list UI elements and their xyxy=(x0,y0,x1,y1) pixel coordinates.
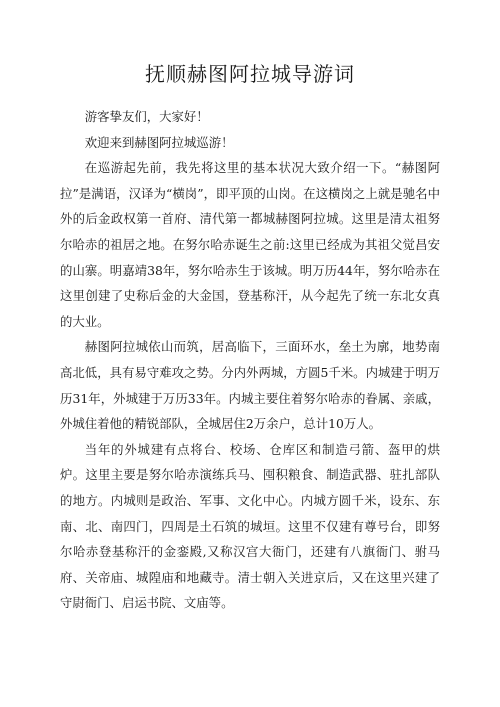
paragraph-welcome: 欢迎来到赫图阿拉城巡游！ xyxy=(84,134,234,150)
paragraph-city-layout: 赫图阿拉城依山而筑，居高临下，三面环水，垒土为廓，地势南高北低，具有易守难攻之势。分内外两城，方圆5千米。内城建于明万历31年，外城建于万历33年。内城主要住着努尔哈赤的眷属、亲戚，外城住着他的精锐部队，全城居住2万余户，总计10万人。 xyxy=(60,339,440,432)
paragraph-introduction: 在巡游起先前，我先将这里的基本状况大致介绍一下。“赫图阿拉”是满语，汉译为“横岗”，即平顶的山岗。在这横岗之上就是驰名中外的后金政权第一首府、清代第一都城赫图阿拉城。这里是清太祖努尔哈赤的祖居之地。在努尔哈赤诞生之前:这里已经成为其祖父觉昌安的山寨。明嘉靖38年，努尔哈赤生于该城。明万历44年，努尔哈赤在这里创建了史称后金的大金国，登基称汗，从今起先了统一东北女真的大业。 xyxy=(60,160,440,329)
paragraph-outer-inner-city: 当年的外城建有点将台、校场、仓库区和制造弓箭、盔甲的烘炉。这里主要是努尔哈赤演练兵马、囤积粮食、制造武器、驻扎部队的地方。内城则是政治、军事、文化中心。内城方圆千米，设东、东南、北、南四门，四周是土石筑的城垣。这里不仅建有尊号台，即努尔哈赤登基称汗的金銮殿,又称汉宫大衙门，还建有八旗衙门、驸马府、关帝庙、城隍庙和地藏寺。清士朝入关进京后，又在这里兴建了守尉衙门、启运书院、文庙等。 xyxy=(60,441,440,611)
paragraph-greeting: 游客挚友们，大家好！ xyxy=(84,109,209,124)
document-title: 抚顺赫图阿拉城导游词 xyxy=(145,62,355,86)
